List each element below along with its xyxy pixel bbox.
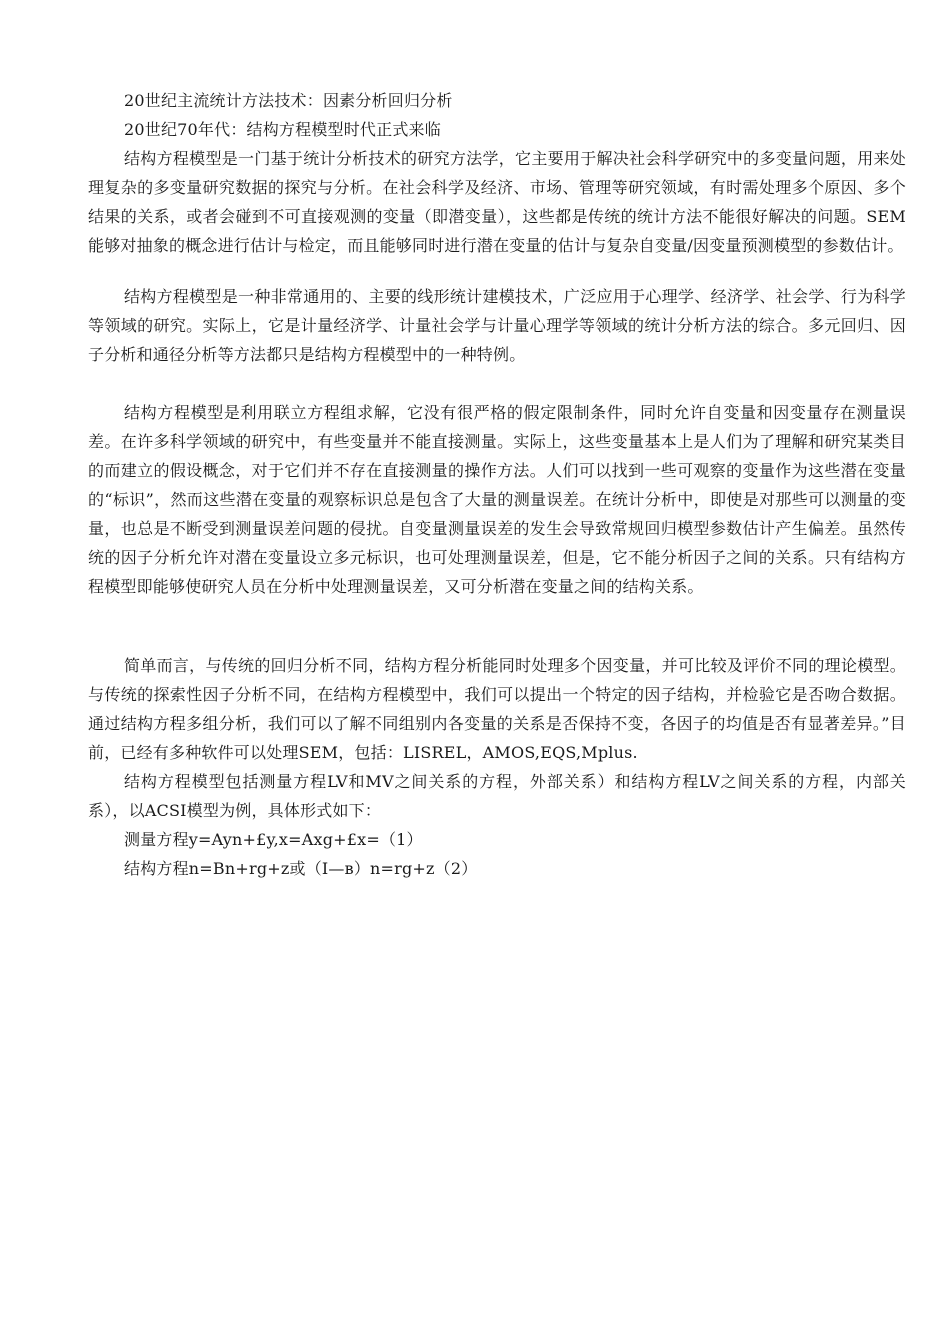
paragraph-2: 结构方程模型是一种非常通用的、主要的线形统计建模技术，广泛应用于心理学、经济学、社会学、行为科学等领域的研究。实际上，它是计量经济学、计量社会学与计量心理学等领域的统计分析方法的综合。多元回归、因子分析和通径分析等方法都只是结构方程模型中的一种特例。 (88, 287, 906, 364)
heading-line-2: 20世纪70年代：结构方程模型时代正式来临 (124, 120, 441, 139)
paragraph-3: 结构方程模型是利用联立方程组求解，它没有很严格的假定限制条件，同时允许自变量和因变量存在测量误差。在许多科学领域的研究中，有些变量并不能直接测量。实际上，这些变量基本上是人们为了理解和研究某类目的而建立的假设概念，对于它们并不存在直接测量的操作方法。人们可以找到一些可观察的变量作为这些潜在变量的“标识”，然而这些潜在变量的观察标识总是包含了大量的测量误差。在统计分析中，即使是对那些可以测量的变量，也总是不断受到测量误差问题的侵扰。自变量测量误差的发生会导致常规回归模型参数估计产生偏差。虽然传统的因子分析允许对潜在变量设立多元标识，也可处理测量误差，但是，它不能分析因子之间的关系。只有结构方程模型即能够使研究人员在分析中处理测量误差，又可分析潜在变量之间的结构关系。 (88, 403, 906, 596)
paragraph-4: 简单而言，与传统的回归分析不同，结构方程分析能同时处理多个因变量，并可比较及评价不同的理论模型。与传统的探索性因子分析不同，在结构方程模型中，我们可以提出一个特定的因子结构，并检验它是否吻合数据。通过结构方程多组分析，我们可以了解不同组别内各变量的关系是否保持不变，各因子的均值是否有显著差异。”目前，已经有多种软件可以处理SEM，包括：LISREL，AMOS,EQS,Mplus. (88, 656, 906, 762)
paragraph-1: 结构方程模型是一门基于统计分析技术的研究方法学，它主要用于解决社会科学研究中的多变量问题，用来处理复杂的多变量研究数据的探究与分析。在社会科学及经济、市场、管理等研究领域，有时需处理多个原因、多个结果的关系，或者会碰到不可直接观测的变量（即潜变量），这些都是传统的统计方法不能很好解决的问题。SEM能够对抽象的概念进行估计与检定，而且能够同时进行潜在变量的估计与复杂自变量/因变量预测模型的参数估计。 (88, 149, 906, 255)
equation-2: 结构方程n=Bn+rg+z或（I—в）n=rg+z（2） (124, 859, 478, 878)
heading-line-1: 20世纪主流统计方法技术：因素分析回归分析 (124, 91, 453, 110)
paragraph-5: 结构方程模型包括测量方程LV和MV之间关系的方程，外部关系）和结构方程LV之间关系的方程，内部关系），以ACSI模型为例，具体形式如下： (88, 772, 906, 820)
equation-1: 测量方程y=Ayn+£y,x=Axg+£x=（1） (124, 830, 423, 849)
document-body (88, 86, 906, 883)
